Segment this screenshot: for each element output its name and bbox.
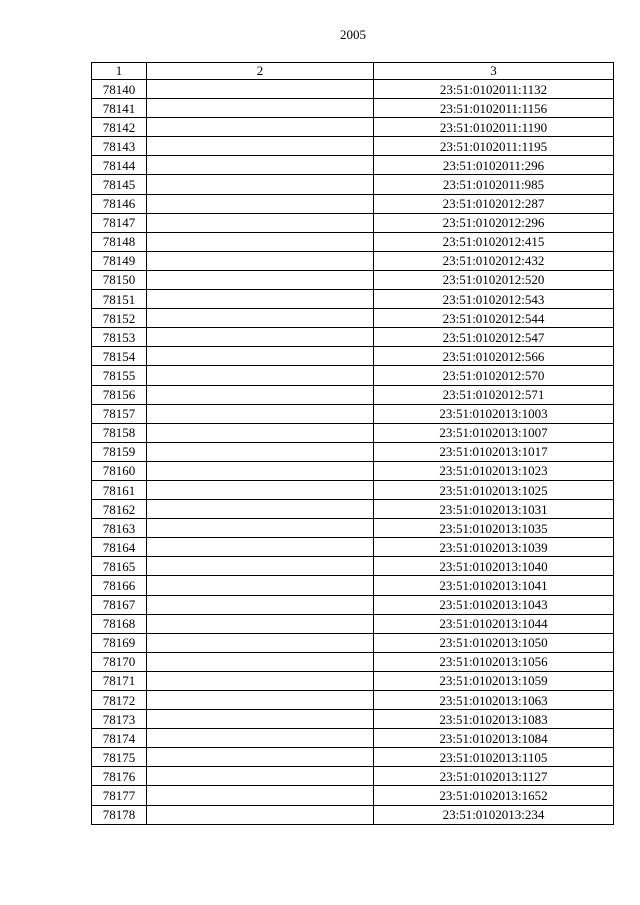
row-number-cell: 78168: [92, 614, 147, 633]
cadastral-number-cell: 23:51:0102012:571: [374, 385, 614, 404]
row-number-cell: 78155: [92, 366, 147, 385]
cadastral-number-cell: 23:51:0102013:1007: [374, 423, 614, 442]
description-cell: [147, 80, 374, 99]
table-row: [92, 251, 614, 270]
table-row: [92, 500, 614, 519]
cadastral-number-cell: 23:51:0102012:566: [374, 347, 614, 366]
description-cell: [147, 290, 374, 309]
cadastral-number-cell: 23:51:0102012:432: [374, 251, 614, 270]
table-row: [92, 156, 614, 175]
table-row: [92, 118, 614, 137]
row-number-cell: 78176: [92, 767, 147, 786]
cadastral-number-cell: 23:51:0102012:570: [374, 366, 614, 385]
cadastral-number-cell: 23:51:0102013:1025: [374, 480, 614, 499]
table-row: [92, 194, 614, 213]
row-number-cell: 78160: [92, 461, 147, 480]
description-cell: [147, 270, 374, 289]
table-row: [92, 442, 614, 461]
row-number-cell: 78143: [92, 137, 147, 156]
row-number-cell: 78163: [92, 519, 147, 538]
cadastral-number-cell: 23:51:0102013:1050: [374, 633, 614, 652]
cadastral-number-cell: 23:51:0102013:1056: [374, 652, 614, 671]
cadastral-number-cell: 23:51:0102013:1127: [374, 767, 614, 786]
description-cell: [147, 671, 374, 690]
cadastral-number-cell: 23:51:0102013:1044: [374, 614, 614, 633]
row-number-cell: 78175: [92, 748, 147, 767]
description-cell: [147, 767, 374, 786]
description-cell: [147, 710, 374, 729]
cadastral-number-cell: 23:51:0102013:1017: [374, 442, 614, 461]
table-row: [92, 576, 614, 595]
description-cell: [147, 633, 374, 652]
cadastral-number-cell: 23:51:0102012:520: [374, 270, 614, 289]
row-number-cell: 78172: [92, 691, 147, 710]
row-number-cell: 78159: [92, 442, 147, 461]
row-number-cell: 78145: [92, 175, 147, 194]
table-row: [92, 729, 614, 748]
cadastral-number-cell: 23:51:0102013:1083: [374, 710, 614, 729]
description-cell: [147, 595, 374, 614]
table-row: [92, 767, 614, 786]
description-cell: [147, 118, 374, 137]
table-row: [92, 748, 614, 767]
table-row: [92, 99, 614, 118]
description-cell: [147, 480, 374, 499]
row-number-cell: 78170: [92, 652, 147, 671]
cadastral-number-cell: 23:51:0102011:1132: [374, 80, 614, 99]
row-number-cell: 78161: [92, 480, 147, 499]
description-cell: [147, 213, 374, 232]
cadastral-number-cell: 23:51:0102013:1035: [374, 519, 614, 538]
table-row: [92, 137, 614, 156]
description-cell: [147, 347, 374, 366]
cadastral-number-cell: 23:51:0102013:234: [374, 805, 614, 824]
description-cell: [147, 366, 374, 385]
description-cell: [147, 404, 374, 423]
description-cell: [147, 614, 374, 633]
description-cell: [147, 175, 374, 194]
cadastral-number-cell: 23:51:0102011:1195: [374, 137, 614, 156]
description-cell: [147, 557, 374, 576]
row-number-cell: 78164: [92, 538, 147, 557]
table-row: [92, 385, 614, 404]
cadastral-number-cell: 23:51:0102011:985: [374, 175, 614, 194]
table-row: [92, 270, 614, 289]
row-number-cell: 78165: [92, 557, 147, 576]
table-row: [92, 480, 614, 499]
row-number-cell: 78167: [92, 595, 147, 614]
row-number-cell: 78158: [92, 423, 147, 442]
table-row: [92, 328, 614, 347]
description-cell: [147, 500, 374, 519]
row-number-cell: 78142: [92, 118, 147, 137]
table-row: [92, 423, 614, 442]
description-cell: [147, 99, 374, 118]
table-row: [92, 213, 614, 232]
row-number-cell: 78174: [92, 729, 147, 748]
description-cell: [147, 309, 374, 328]
table-header-row: [92, 63, 614, 80]
table-row: [92, 691, 614, 710]
cadastral-number-cell: 23:51:0102012:287: [374, 194, 614, 213]
cadastral-number-cell: 23:51:0102013:1105: [374, 748, 614, 767]
description-cell: [147, 423, 374, 442]
description-cell: [147, 251, 374, 270]
table-row: [92, 614, 614, 633]
description-cell: [147, 652, 374, 671]
table-body: [92, 80, 614, 825]
cadastral-number-cell: 23:51:0102013:1063: [374, 691, 614, 710]
cadastral-number-cell: 23:51:0102012:415: [374, 232, 614, 251]
row-number-cell: 78162: [92, 500, 147, 519]
row-number-cell: 78156: [92, 385, 147, 404]
description-cell: [147, 691, 374, 710]
page-number: 2005: [340, 27, 366, 42]
cadastral-number-cell: 23:51:0102013:1059: [374, 671, 614, 690]
description-cell: [147, 519, 374, 538]
cadastral-number-cell: 23:51:0102013:1084: [374, 729, 614, 748]
row-number-cell: 78169: [92, 633, 147, 652]
row-number-cell: 78149: [92, 251, 147, 270]
cadastral-number-cell: 23:51:0102012:296: [374, 213, 614, 232]
column-header-1: 1: [92, 63, 147, 80]
row-number-cell: 78144: [92, 156, 147, 175]
table-row: [92, 671, 614, 690]
table-row: [92, 652, 614, 671]
table-row: [92, 633, 614, 652]
cadastral-number-cell: 23:51:0102013:1043: [374, 595, 614, 614]
row-number-cell: 78150: [92, 270, 147, 289]
row-number-cell: 78157: [92, 404, 147, 423]
cadastral-number-cell: 23:51:0102013:1040: [374, 557, 614, 576]
table-row: [92, 232, 614, 251]
description-cell: [147, 385, 374, 404]
cadastral-number-cell: 23:51:0102011:1190: [374, 118, 614, 137]
table-row: [92, 404, 614, 423]
cadastral-number-cell: 23:51:0102011:1156: [374, 99, 614, 118]
cadastral-number-cell: 23:51:0102013:1023: [374, 461, 614, 480]
table-row: [92, 309, 614, 328]
row-number-cell: 78146: [92, 194, 147, 213]
cadastral-number-cell: 23:51:0102012:544: [374, 309, 614, 328]
description-cell: [147, 156, 374, 175]
table-row: [92, 175, 614, 194]
row-number-cell: 78154: [92, 347, 147, 366]
description-cell: [147, 576, 374, 595]
row-number-cell: 78166: [92, 576, 147, 595]
table-row: [92, 80, 614, 99]
cadastral-number-cell: 23:51:0102013:1041: [374, 576, 614, 595]
table-row: [92, 557, 614, 576]
row-number-cell: 78141: [92, 99, 147, 118]
description-cell: [147, 194, 374, 213]
registry-table: [91, 62, 614, 825]
row-number-cell: 78147: [92, 213, 147, 232]
description-cell: [147, 461, 374, 480]
description-cell: [147, 748, 374, 767]
description-cell: [147, 538, 374, 557]
row-number-cell: 78171: [92, 671, 147, 690]
description-cell: [147, 137, 374, 156]
row-number-cell: 78153: [92, 328, 147, 347]
table-row: [92, 538, 614, 557]
row-number-cell: 78178: [92, 805, 147, 824]
cadastral-number-cell: 23:51:0102013:1003: [374, 404, 614, 423]
table-row: [92, 347, 614, 366]
cadastral-number-cell: 23:51:0102013:1031: [374, 500, 614, 519]
row-number-cell: 78177: [92, 786, 147, 805]
description-cell: [147, 729, 374, 748]
table-row: [92, 366, 614, 385]
table-row: [92, 290, 614, 309]
description-cell: [147, 232, 374, 251]
column-header-2: 2: [147, 63, 374, 80]
description-cell: [147, 786, 374, 805]
table-row: [92, 710, 614, 729]
cadastral-number-cell: 23:51:0102012:543: [374, 290, 614, 309]
table-row: [92, 595, 614, 614]
row-number-cell: 78148: [92, 232, 147, 251]
cadastral-number-cell: 23:51:0102012:547: [374, 328, 614, 347]
description-cell: [147, 805, 374, 824]
table-row: [92, 519, 614, 538]
description-cell: [147, 442, 374, 461]
cadastral-number-cell: 23:51:0102013:1039: [374, 538, 614, 557]
cadastral-number-cell: 23:51:0102011:296: [374, 156, 614, 175]
column-header-3: 3: [374, 63, 614, 80]
description-cell: [147, 328, 374, 347]
table-row: [92, 786, 614, 805]
row-number-cell: 78152: [92, 309, 147, 328]
cadastral-number-cell: 23:51:0102013:1652: [374, 786, 614, 805]
row-number-cell: 78140: [92, 80, 147, 99]
table-row: [92, 805, 614, 824]
table-row: [92, 461, 614, 480]
row-number-cell: 78173: [92, 710, 147, 729]
row-number-cell: 78151: [92, 290, 147, 309]
